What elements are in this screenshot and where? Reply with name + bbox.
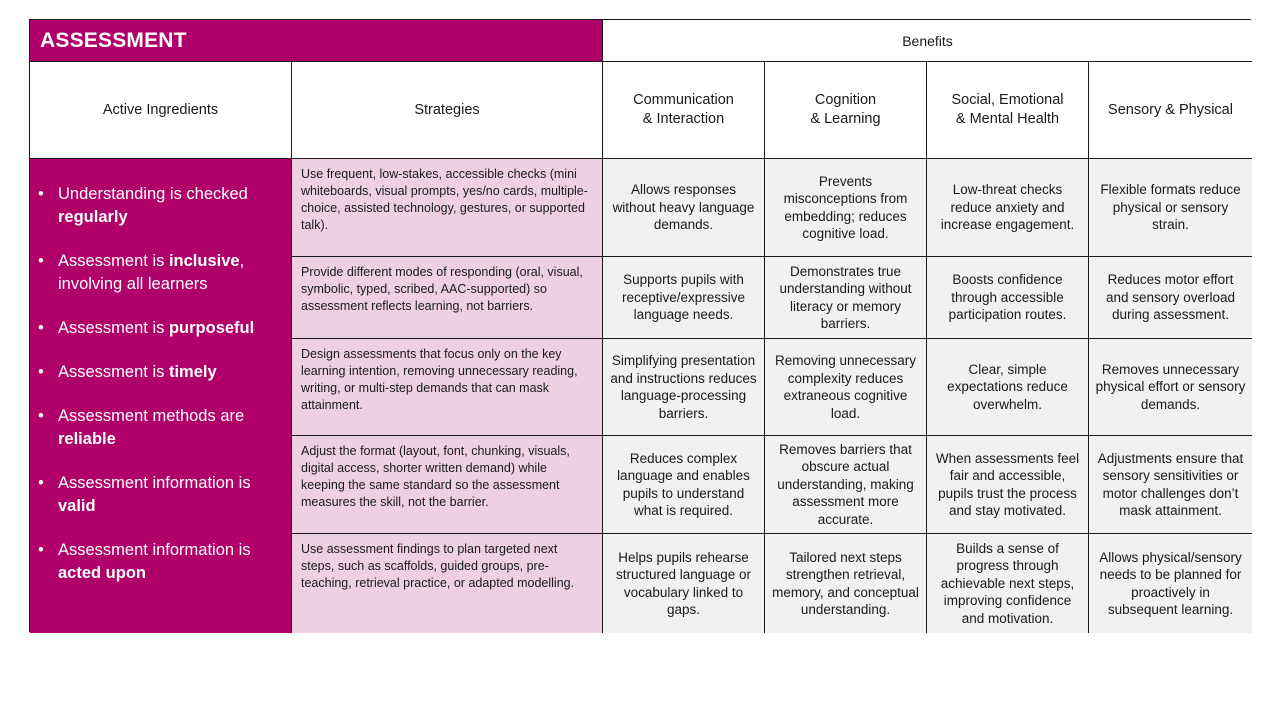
sensory-cell: Reduces motor effort and sensory overload during assessment. [1089,257,1252,339]
active-ingredients-list [30,159,292,633]
communication-cell: Reduces complex language and enables pupils to understand what is required. [603,436,765,534]
strategy-cell: Provide different modes of responding (oral, visual, symbolic, typed, scribed, AAC-supported) so assessment reflects learning, not barriers. [292,257,603,339]
ingredient-item: • Assessment methods are reliable [38,407,245,448]
ingredient-item: • Assessment is purposeful [38,319,255,337]
header-social: Social, Emotional & Mental Health [927,62,1089,159]
social-cell: Low-threat checks reduce anxiety and increase engagement. [927,159,1089,257]
communication-cell: Helps pupils rehearse structured language or vocabulary linked to gaps. [603,534,765,633]
ingredient-item: • Assessment is timely [38,363,217,381]
strategy-cell: Adjust the format (layout, font, chunking, visuals, digital access, shorter written demand) while keeping the same standard so the assessment measures the skill, not the barrier. [292,436,603,534]
header-sensory: Sensory & Physical [1089,62,1252,159]
sensory-cell: Flexible formats reduce physical or sensory strain. [1089,159,1252,257]
strategy-cell: Use assessment findings to plan targeted next steps, such as scaffolds, guided groups, pre-teaching, retrieval practice, or adapted modelling. [292,534,603,633]
strategy-cell: Use frequent, low-stakes, accessible checks (mini whiteboards, visual prompts, yes/no cards, multiple-choice, assisted technology, gestures, or supported talk). [292,159,603,257]
social-cell: Builds a sense of progress through achievable next steps, improving confidence and motivation. [927,534,1089,633]
sensory-cell: Allows physical/sensory needs to be planned for proactively in subsequent learning. [1089,534,1252,633]
social-cell: When assessments feel fair and accessible, pupils trust the process and stay motivated. [927,436,1089,534]
header-active-ingredients: Active Ingredients [30,62,292,159]
ingredient-item: • Assessment information is valid [38,474,251,515]
header-strategies: Strategies [292,62,603,159]
social-cell: Clear, simple expectations reduce overwhelm. [927,339,1089,436]
communication-cell: Supports pupils with receptive/expressive language needs. [603,257,765,339]
cognition-cell: Demonstrates true understanding without literacy or memory barriers. [765,257,927,339]
cognition-cell: Removes barriers that obscure actual understanding, making assessment more accurate. [765,436,927,534]
social-cell: Boosts confidence through accessible participation routes. [927,257,1089,339]
ingredient-item: • Assessment is inclusive, involving all learners [38,252,245,293]
strategy-cell: Design assessments that focus only on the key learning intention, removing unnecessary reading, writing, or multi-step demands that can mask attainment. [292,339,603,436]
benefits-header: Benefits [603,20,1252,62]
header-cognition: Cognition & Learning [765,62,927,159]
communication-cell: Allows responses without heavy language demands. [603,159,765,257]
header-communication: Communication & Interaction [603,62,765,159]
cognition-cell: Tailored next steps strengthen retrieval, memory, and conceptual understanding. [765,534,927,633]
sensory-cell: Adjustments ensure that sensory sensitivities or motor challenges don’t mask attainment. [1089,436,1252,534]
ingredient-item: • Assessment information is acted upon [38,541,251,582]
ingredient-item: • Understanding is checked regularly [38,185,248,226]
sensory-cell: Removes unnecessary physical effort or sensory demands. [1089,339,1252,436]
table-title: ASSESSMENT [30,20,603,62]
assessment-table [29,19,1251,632]
communication-cell: Simplifying presentation and instructions reduces language-processing barriers. [603,339,765,436]
cognition-cell: Prevents misconceptions from embedding; reduces cognitive load. [765,159,927,257]
cognition-cell: Removing unnecessary complexity reduces extraneous cognitive load. [765,339,927,436]
